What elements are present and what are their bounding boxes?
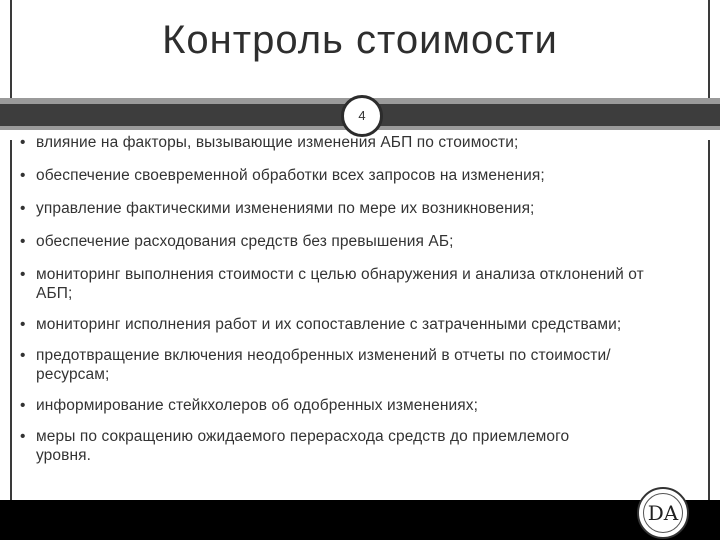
bullet-item: • мониторинг выполнения стоимости с целью обнаружения и анализа отклонений от АБП; <box>20 265 676 303</box>
bullet-item: • обеспечение своевременной обработки всех запросов на изменения; <box>20 166 700 185</box>
logo-monogram: DA <box>643 493 683 533</box>
bullet-item: • влияние на факторы, вызывающие изменения АБП по стоимости; <box>20 133 700 152</box>
bullet-item: • информирование стейкхолеров об одобренных изменениях; <box>20 396 700 415</box>
logo <box>637 487 689 539</box>
left-border-line <box>10 0 12 540</box>
bullet-item: • обеспечение расходования средств без превышения АБ; <box>20 232 700 251</box>
bullet-item: • управление фактическими изменениями по мере их возникновения; <box>20 199 700 218</box>
slide-title: Контроль стоимости <box>162 18 558 62</box>
bullet-item: • меры по сокращению ожидаемого перерасхода средств до приемлемого уровня. <box>20 427 616 465</box>
footer-bar <box>0 500 720 540</box>
bullet-item: • предотвращение включения неодобренных изменений в отчеты по стоимости/ресурсам; <box>20 346 676 384</box>
bullet-list <box>20 133 700 465</box>
right-border-line <box>708 0 710 540</box>
bullet-item: • мониторинг исполнения работ и их сопоставление с затраченными средствами; <box>20 315 676 334</box>
page-number-badge: 4 <box>341 95 383 137</box>
